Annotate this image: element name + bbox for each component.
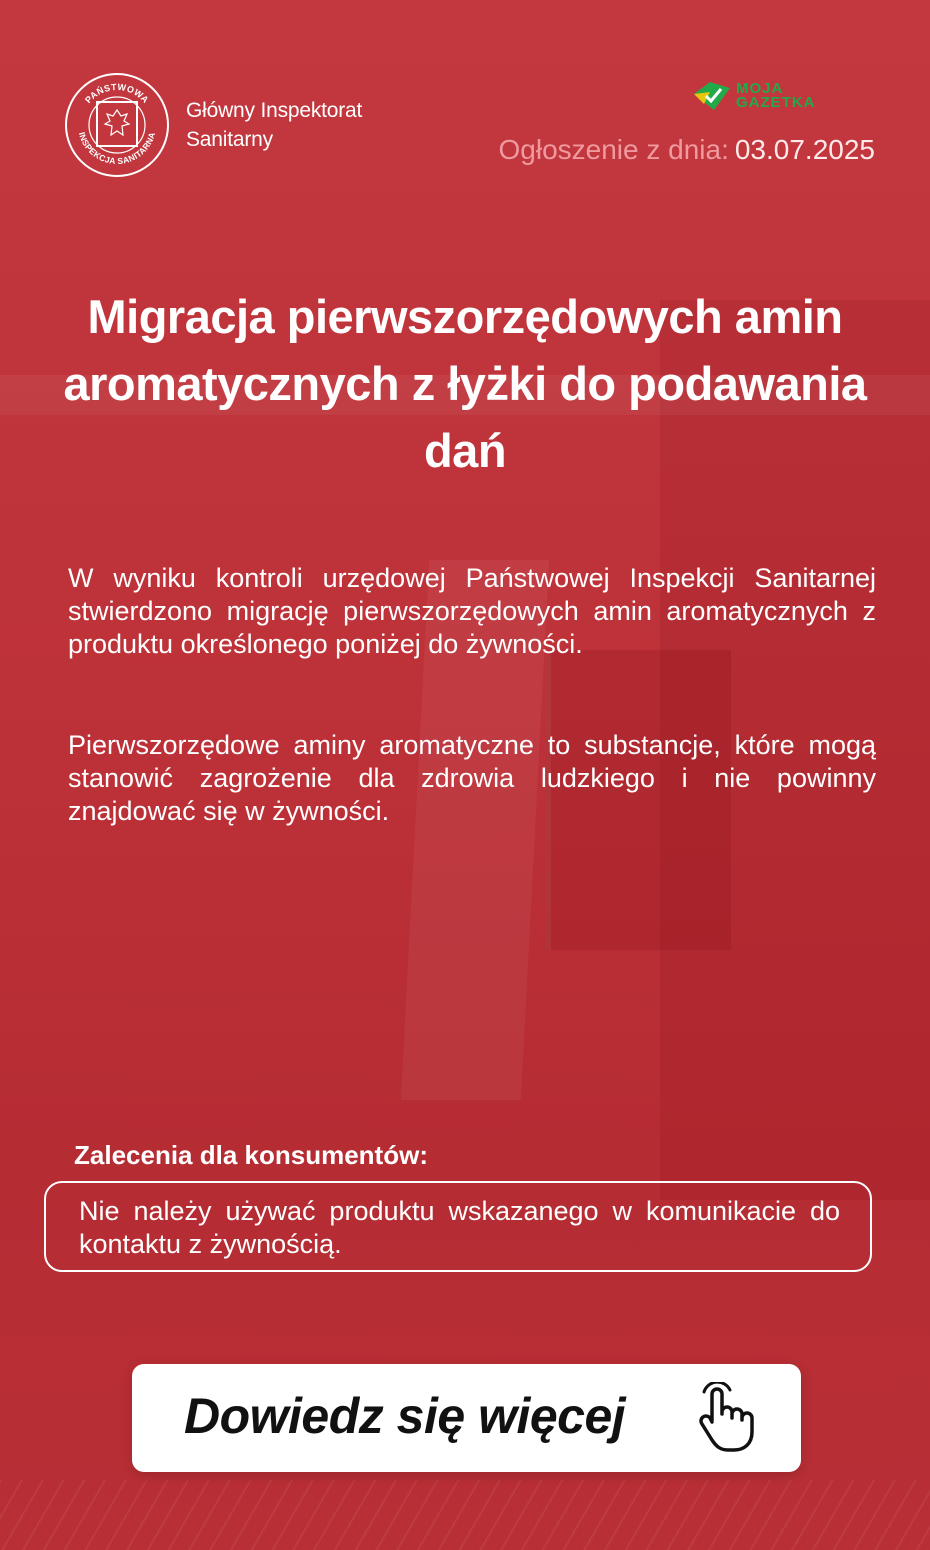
moja-gazetka-logo-icon — [692, 80, 732, 112]
learn-more-label: Dowiedz się więcej — [184, 1388, 626, 1444]
moja-gazetka-logo — [692, 80, 816, 112]
org-name-line2: Sanitarny — [186, 128, 273, 151]
learn-more-button[interactable] — [132, 1364, 801, 1472]
brand-text — [736, 82, 816, 110]
date-label: Ogłoszenie z dnia: — [498, 134, 729, 165]
svg-text:INSPEKCJA SANITARNA: INSPEKCJA SANITARNA — [76, 130, 158, 167]
svg-text:PAŃSTWOWA: PAŃSTWOWA — [83, 81, 151, 106]
org-name-line1: Główny Inspektorat — [186, 99, 363, 122]
recommendations-box — [44, 1181, 872, 1272]
page-title: Migracja pierwszorzędowych amin aromatycznych z łyżki do podawania dań — [63, 290, 867, 477]
pointing-hand-icon — [692, 1382, 756, 1454]
brand-line1: MOJA — [736, 80, 784, 97]
recommendations-text: Nie należy używać produktu wskazanego w komunikacie do kontaktu z żywnością. — [79, 1196, 840, 1259]
organization-name — [186, 96, 362, 154]
background-pattern — [0, 1480, 930, 1550]
body-paragraph-1: W wyniku kontroli urzędowej Państwowej Inspekcji Sanitarnej stwierdzono migrację pierwszorzędowych amin aromatycznych z produktu określonego poniżej do żywności. — [68, 563, 876, 659]
announcement-date — [499, 134, 876, 166]
brand-line2: GAZETKA — [736, 94, 816, 111]
recommendations-heading: Zalecenia dla konsumentów: — [74, 1140, 428, 1170]
date-value: 03.07.2025 — [734, 134, 875, 165]
gis-logo — [64, 72, 362, 178]
eagle-emblem-icon — [64, 72, 170, 178]
body-paragraph-2: Pierwszorzędowe aminy aromatyczne to substancje, które mogą stanowić zagrożenie dla zdrowia ludzkiego i nie powinny znajdować się w żywności. — [68, 730, 876, 826]
